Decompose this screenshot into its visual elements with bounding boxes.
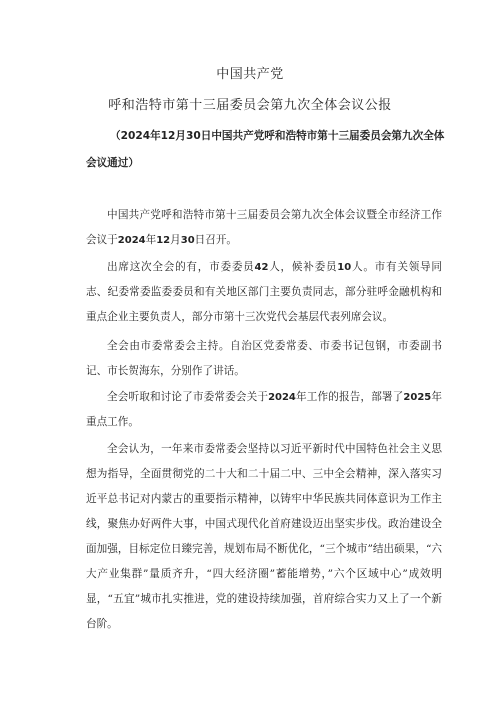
text-segment: 年工作的报告，部署了 xyxy=(295,391,404,403)
number-segment: 2024 xyxy=(117,235,146,246)
text-segment: 月 xyxy=(170,234,181,246)
text-segment: 全会听取和讨论了市委常委会关于 xyxy=(107,391,269,403)
text-segment: 全会认为，一年来市委常委会坚持以习近平新时代中国特色社会主义思想为指导，全面贯彻党的二十大和二十届二中、三中全会精神，深入落实习近平总书记对内蒙古的重要指示精神，以铸牢中华民族共同体意识为工作主线，聚焦办好两件大事，中国式现代化首府建设迈出坚实步伐。政治建设全面加强，目标定位日臻完善，规划布局不断优化，“三个城市”结出硕果，“六大产业集群”量质齐升，“四大经济圈”蓄能增势，”六个区域中心”成效明显，“五宜”城市扎实推进，党的建设持续加强，首府综合实力又上了一个新台阶。 xyxy=(86,443,442,630)
text-segment: 出席这次全会的有，市委委员 xyxy=(107,261,255,273)
number-segment: 30 xyxy=(180,235,195,246)
text-segment: 中国共产党呼和浩特市第十三届委员会第九次全体会议暨全市经济工作会议于 xyxy=(86,209,442,246)
text-segment: 年重点工作。 xyxy=(86,391,443,428)
text-segment: 年 xyxy=(145,234,157,246)
paragraph-presiding xyxy=(86,334,442,384)
number-segment: 10 xyxy=(337,262,352,273)
text-segment: 人。市有关领导同志、纪委常委监委委员和有关地区部门主要负责同志，部分驻呼金融机构和重点企业主要负责人，部分市第十三次党代会基层代表列席会议。 xyxy=(86,261,443,323)
paragraph-assessment xyxy=(86,437,442,637)
paragraph-attendance xyxy=(86,255,442,330)
text-segment: 全会由市委常委会主持。自治区党委常委、市委书记包钢，市委副书记、市长贺海东，分别作了讲话。 xyxy=(86,340,442,377)
document-subtitle: （2024年12月30日中国共产党呼和浩特市第十三届委员会第九次全体会议通过） xyxy=(86,130,445,169)
number-segment: 2025 xyxy=(403,392,432,403)
text-segment: 人，候补委员 xyxy=(268,261,338,273)
number-segment: 42 xyxy=(254,262,269,273)
number-segment: 12 xyxy=(156,235,171,246)
text-segment: 日召开。 xyxy=(194,234,238,246)
number-segment: 2024 xyxy=(268,392,296,403)
paragraph-meeting-date xyxy=(86,203,442,253)
paragraph-report xyxy=(86,385,442,435)
party-name: 中国共产党 xyxy=(216,67,284,82)
document-title: 呼和浩特市第十三届委员会第九次全体会议公报 xyxy=(108,98,392,113)
